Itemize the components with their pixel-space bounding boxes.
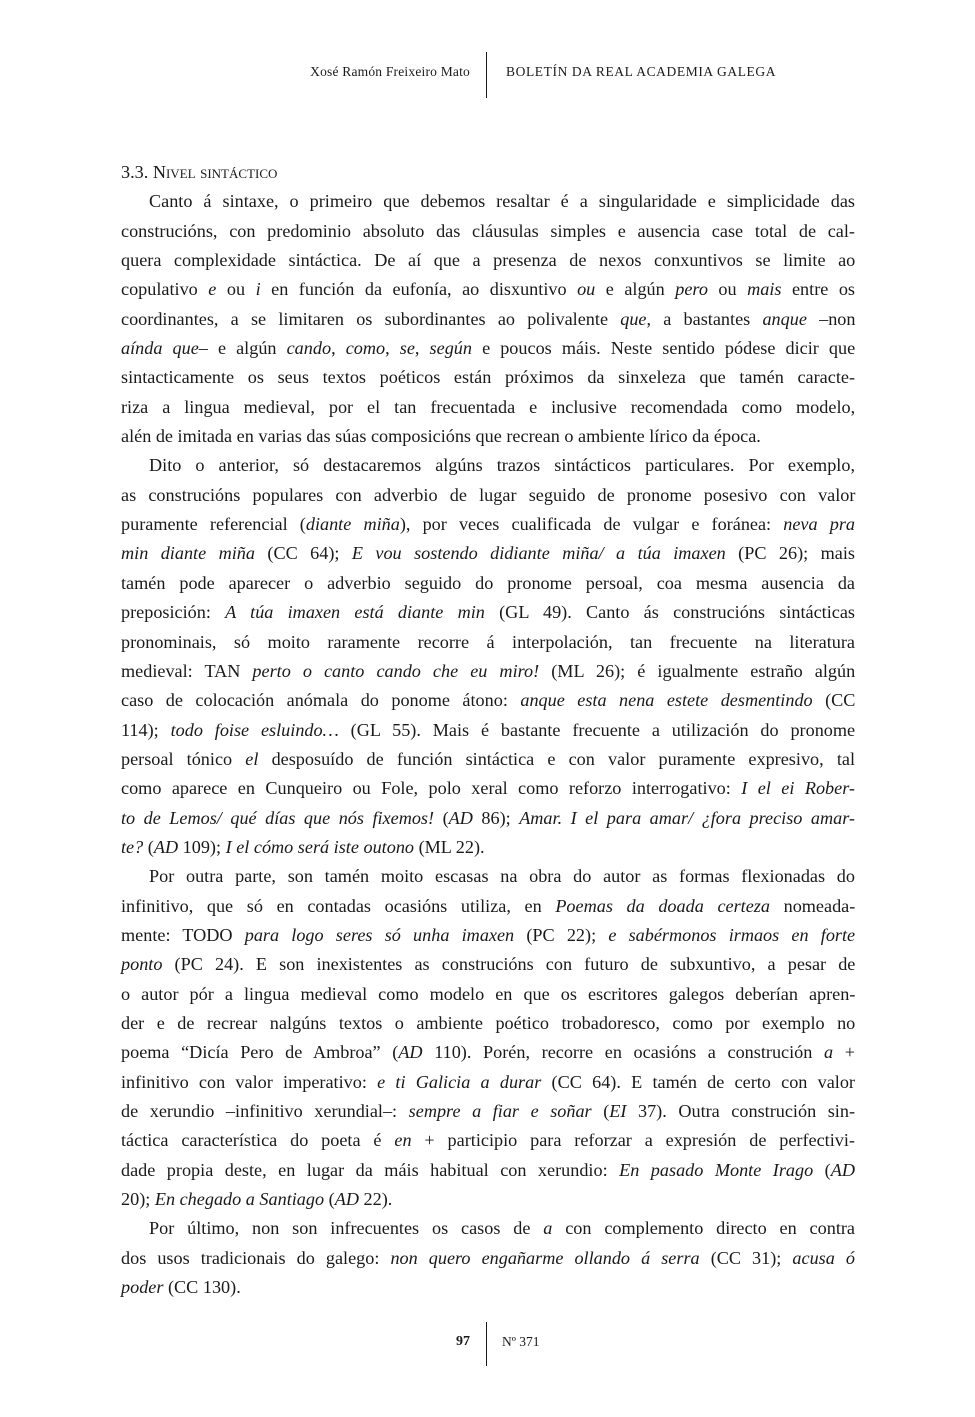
text: Por outra parte, son tamén moito escasas na obra do autor as formas flexionadas do <box>149 866 855 887</box>
italic-text: AD <box>448 807 473 828</box>
text: o autor pór a lingua medieval como modelo en que os escritores galegos deberían apren- <box>121 983 856 1004</box>
text: desposuído de función sintáctica e con valor puramente expresivo, tal <box>258 748 855 769</box>
text-line <box>121 804 855 833</box>
text-line <box>121 539 855 568</box>
text: Por último, non son infrecuentes os casos de <box>149 1218 544 1239</box>
italic-text: según <box>429 338 472 359</box>
text: con complemento directo en contra <box>552 1218 855 1239</box>
italic-text: todo foise esluindo… <box>170 719 339 740</box>
italic-text: ponto <box>121 954 163 975</box>
text: persoal tónico <box>121 748 246 769</box>
text: (PC 22); <box>514 924 609 945</box>
text: ( <box>143 836 154 857</box>
text: ou <box>707 279 748 300</box>
text-line <box>121 598 855 627</box>
italic-text: AD <box>830 1159 855 1180</box>
italic-text: e ti Galicia a durar <box>377 1071 542 1092</box>
italic-text: e <box>208 279 217 300</box>
text: 110). Porén, recorre en ocasións a construción <box>422 1042 824 1063</box>
text-line <box>121 363 855 392</box>
text: (CC 64). E tamén de certo con valor <box>541 1071 855 1092</box>
text: táctica característica do poeta é <box>121 1130 395 1151</box>
text-line <box>121 921 855 950</box>
text: (CC 64); <box>254 543 352 564</box>
section-heading <box>121 158 855 187</box>
text: (CC <box>812 690 856 711</box>
italic-text: neva pra <box>783 514 855 535</box>
text: ( <box>324 1189 335 1210</box>
text-line <box>121 246 855 275</box>
text: 22). <box>358 1189 393 1210</box>
text: , <box>414 338 430 359</box>
italic-text: a <box>824 1042 834 1063</box>
text-line <box>121 657 855 686</box>
text: poema “Dicía Pero de Ambroa” ( <box>121 1042 399 1063</box>
italic-text: Poemas da doada certeza <box>555 895 770 916</box>
text: + <box>833 1042 855 1063</box>
text-line <box>121 1273 855 1302</box>
text: tamén pode aparecer o adverbio seguido do pronome persoal, coa mesma ausencia da <box>121 572 855 593</box>
text: ( <box>813 1159 831 1180</box>
italic-text: aínda que <box>121 338 199 359</box>
italic-text: AD <box>334 1189 359 1210</box>
issue-number: Nº 371 <box>502 1334 540 1349</box>
italic-text: AD <box>398 1042 423 1063</box>
page-body <box>121 158 855 1302</box>
header-journal-title: BOLETÍN DA REAL ACADEMIA GALEGA <box>506 64 777 79</box>
italic-text: A túa imaxen está diante min <box>225 602 485 623</box>
text: e algún <box>595 279 676 300</box>
text-line <box>121 833 855 862</box>
italic-text: diante miña <box>305 514 400 535</box>
text-line <box>121 1038 855 1067</box>
text-line <box>121 1214 855 1243</box>
page-footer <box>0 1322 975 1366</box>
italic-text: i <box>255 279 261 300</box>
text-line <box>121 950 855 979</box>
text: en función da eufonía, ao disxuntivo <box>260 279 578 300</box>
text: Dito o anterior, só destacaremos algúns trazos sintácticos particulares. Por exemplo, <box>149 455 855 476</box>
text-line <box>121 628 855 657</box>
page-number: 97 <box>456 1334 470 1349</box>
text: –non <box>806 308 856 329</box>
text: , <box>331 338 346 359</box>
text-line <box>121 422 855 451</box>
text: caso de colocación anómala do ponome átono: <box>121 690 521 711</box>
italic-text: anque esta nena estete desmentindo <box>520 690 813 711</box>
text: de xerundio –infinitivo xerundial–: <box>121 1101 409 1121</box>
text: TAN <box>204 660 253 681</box>
section-number: 3.3. <box>121 162 153 182</box>
text: construcións, con predominio absoluto das cláusulas simples e ausencia case total de cal- <box>121 220 855 241</box>
text: , a bastantes <box>646 308 763 329</box>
text: (CC 31); <box>699 1247 793 1268</box>
text: entre os <box>781 279 856 300</box>
italic-text: non quero engañarme ollando á serra <box>390 1247 700 1268</box>
text: quera complexidade sintáctica. De aí que a presenza de nexos conxuntivos se limite ao <box>121 250 856 271</box>
text-line <box>121 745 855 774</box>
paragraph <box>121 1214 855 1302</box>
text: dade propia deste, en lugar da máis habitual con xerundio: <box>121 1159 620 1180</box>
text: Canto á sintaxe, o primeiro que debemos resaltar é a singularidade e simplicidade das <box>149 191 855 212</box>
text: mente: <box>121 924 183 945</box>
italic-text: EI <box>609 1101 627 1121</box>
paragraphs <box>121 187 855 1302</box>
text-line <box>121 862 855 891</box>
text: (PC 26); mais <box>725 543 855 564</box>
italic-text: que <box>620 308 647 329</box>
italic-text: sempre a fiar e soñar <box>408 1101 592 1121</box>
paragraph <box>121 451 855 862</box>
text: as construcións populares con adverbio de lugar seguido de pronome posesivo con valor <box>121 484 856 505</box>
text: riza a lingua medieval, por el tan frecuentada e inclusive recomendada como modelo, <box>121 396 856 417</box>
text: (GL 49). Canto ás construcións sintácticas <box>484 602 855 623</box>
italic-text: en <box>394 1130 412 1151</box>
text: 114); <box>121 719 171 740</box>
text: TODO <box>182 924 245 945</box>
text-line <box>121 980 855 1009</box>
text-line <box>121 187 855 216</box>
text: + participio para reforzar a expresión de perfectivi- <box>411 1130 855 1151</box>
italic-text: Amar. I el para amar/ ¿fora preciso amar- <box>519 807 855 828</box>
text: ), por veces cualificada de vulgar e foránea: <box>399 514 784 535</box>
text-line <box>121 481 855 510</box>
text: der e de recrear nalgúns textos o ambiente poético trobadoresco, como por exemplo no <box>121 1012 856 1033</box>
text: pronominais, só moito raramente recorre á interpolación, tan frecuente na literatura <box>121 631 855 652</box>
text: ou <box>216 279 256 300</box>
italic-text: el <box>245 748 259 769</box>
italic-text: E vou sostendo didiante miña/ a túa imaxen <box>351 543 726 564</box>
text: (CC 130). <box>163 1277 241 1298</box>
italic-text: anque <box>762 308 807 329</box>
italic-text: mais <box>747 279 782 300</box>
text-line <box>121 774 855 803</box>
header-author: Xosé Ramón Freixeiro Mato <box>310 64 470 79</box>
text-line <box>121 451 855 480</box>
text-line <box>121 892 855 921</box>
running-header <box>0 52 975 98</box>
text: (ML 22). <box>414 836 485 857</box>
italic-text: cando <box>286 338 332 359</box>
text: ( <box>434 807 449 828</box>
text: infinitivo con valor imperativo: <box>121 1071 378 1092</box>
text: puramente referencial ( <box>121 514 306 535</box>
text: 86); <box>472 807 520 828</box>
header-divider <box>486 52 487 98</box>
text: alén de imitada en varias das súas composicións que recrean o ambiente lírico da época. <box>121 426 761 447</box>
italic-text: I el ei Rober- <box>741 778 855 799</box>
text: dos usos tradicionais do galego: <box>121 1247 391 1268</box>
italic-text: perto o canto cando che eu miro! <box>252 660 540 681</box>
text: 37). Outra construción sin- <box>626 1101 856 1121</box>
italic-text: to de Lemos/ qué días que nós fixemos! <box>121 807 435 828</box>
text-line <box>121 1156 855 1185</box>
italic-text: como <box>345 338 386 359</box>
italic-text: para logo seres só unha imaxen <box>244 924 515 945</box>
italic-text: AD <box>153 836 179 857</box>
text: infinitivo, que só en contadas ocasións utiliza, en <box>121 895 556 916</box>
italic-text: acusa ó <box>792 1247 855 1268</box>
text: como aparece en Cunqueiro ou Fole, polo xeral como reforzo interrogativo: <box>121 778 742 799</box>
text-line <box>121 510 855 539</box>
paragraph <box>121 862 855 1214</box>
italic-text: se <box>399 338 415 359</box>
text: nomeada- <box>769 895 856 916</box>
text: (GL 55). Mais é bastante frecuente a utilización do pronome <box>338 719 856 740</box>
italic-text: a <box>543 1218 553 1239</box>
italic-text: e sabérmonos irmaos en forte <box>608 924 856 945</box>
text: (PC 24). E son inexistentes as construcións con futuro de subxuntivo, a pesar de <box>162 954 856 975</box>
text-line <box>121 1244 855 1273</box>
section-title: Nivel sintáctico <box>152 162 278 182</box>
text-line <box>121 1126 855 1155</box>
text-line <box>121 1009 855 1038</box>
text: , <box>385 338 400 359</box>
text-line <box>121 275 855 304</box>
text-line <box>121 1185 855 1214</box>
text: medieval: <box>121 660 205 681</box>
text-line <box>121 334 855 363</box>
text-line <box>121 217 855 246</box>
italic-text: I el cómo será iste outono <box>225 836 415 857</box>
text-line <box>121 1068 855 1097</box>
italic-text: ou <box>577 279 596 300</box>
text: e poucos máis. Neste sentido pódese dicir que <box>471 338 856 359</box>
italic-text: pero <box>675 279 708 300</box>
paragraph <box>121 187 855 451</box>
text-line <box>121 686 855 715</box>
text-line <box>121 569 855 598</box>
italic-text: poder <box>121 1277 164 1298</box>
text-line <box>121 716 855 745</box>
italic-text: En pasado Monte Irago <box>619 1159 814 1180</box>
text: (ML 26); é igualmente estraño algún <box>539 660 856 681</box>
text: copulativo <box>121 279 209 300</box>
text: sintacticamente os seus textos poéticos están próximos da sinxeleza que tamén caracte- <box>121 367 855 388</box>
italic-text: te? <box>121 836 144 857</box>
italic-text: En chegado a Santiago <box>154 1189 325 1210</box>
text-line <box>121 1097 855 1126</box>
text-line <box>121 305 855 334</box>
text: 109); <box>178 836 226 857</box>
text: preposición: <box>121 602 226 623</box>
text: 20); <box>121 1189 155 1210</box>
text: ( <box>591 1101 610 1121</box>
italic-text: min diante miña <box>121 543 255 564</box>
text: coordinantes, a se limitaren os subordinantes ao polivalente <box>121 308 621 329</box>
text-line <box>121 393 855 422</box>
footer-divider <box>486 1322 487 1366</box>
text: – e algún <box>198 338 287 359</box>
